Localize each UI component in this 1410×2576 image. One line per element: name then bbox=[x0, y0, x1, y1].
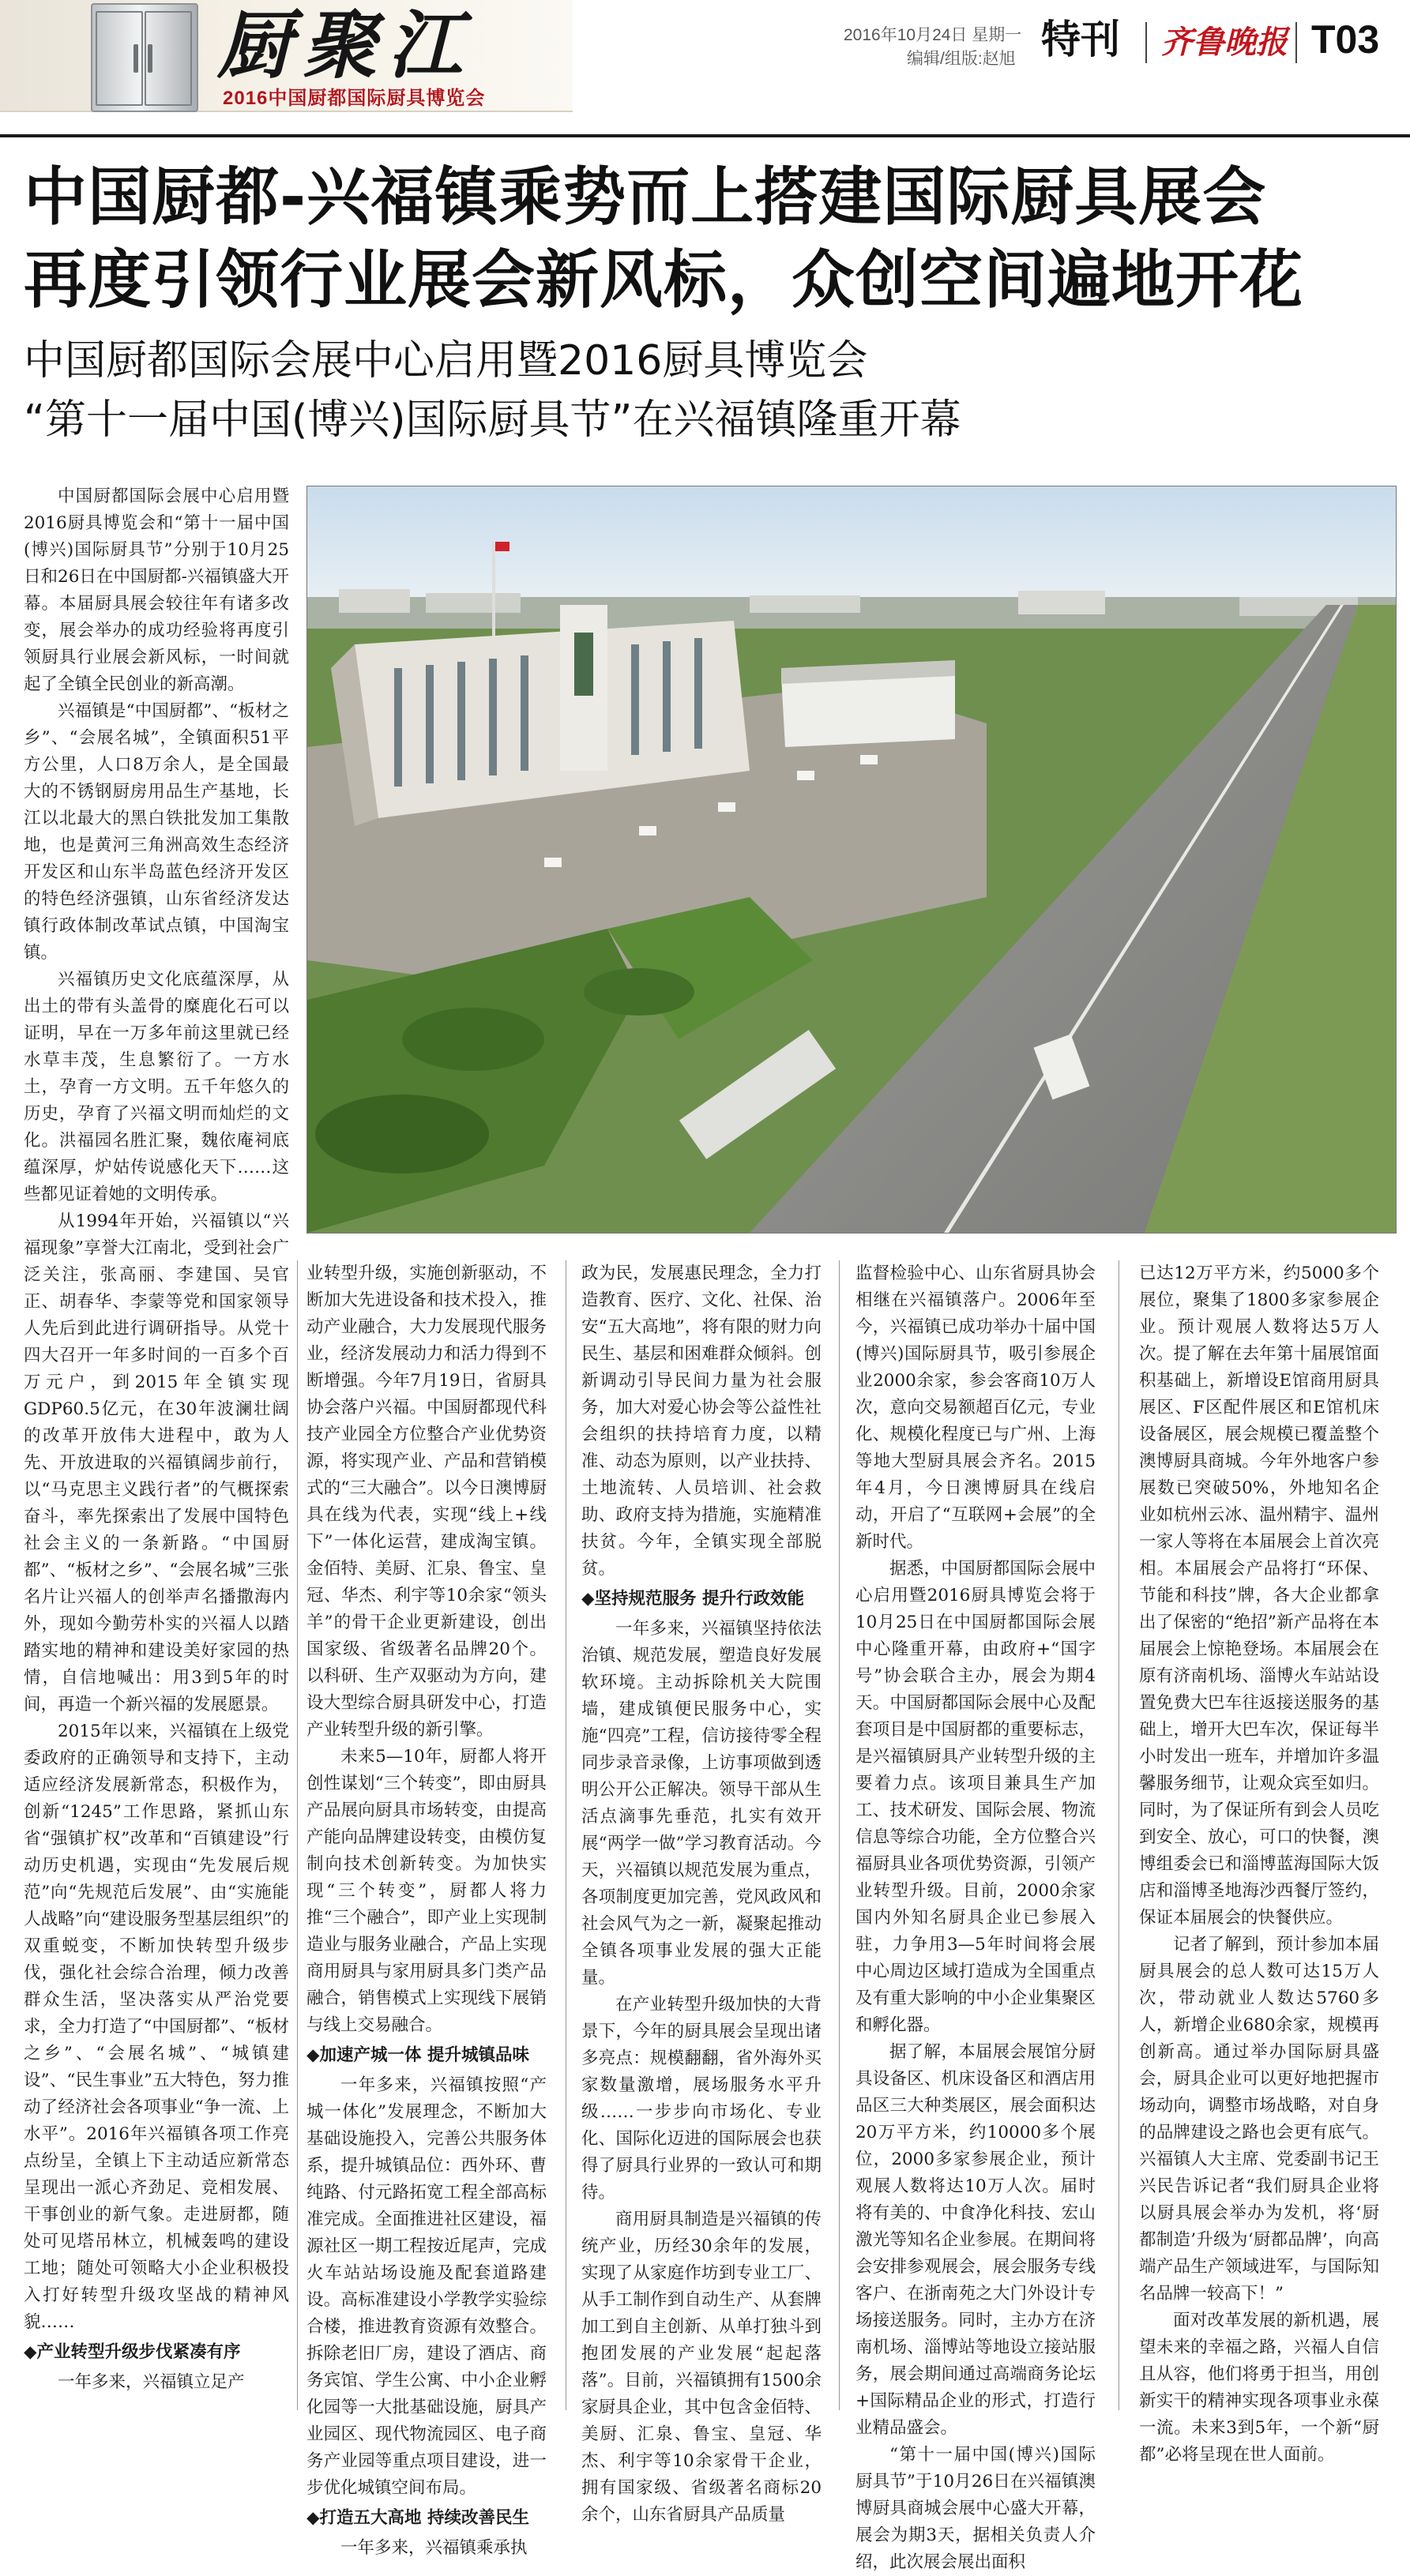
top-rule bbox=[0, 134, 1410, 137]
expo-banner bbox=[0, 0, 573, 112]
paragraph: 一年多来，兴福镇乘承执 bbox=[340, 2538, 528, 2558]
aerial-photo bbox=[306, 486, 1397, 1234]
paragraph: “第十一届中国(博兴)国际厨具节”于10月26日在兴福镇澳博厨具商城会展中心盛大开幕，展会为期3天，据相关负责人介绍，此次展会展出面积 bbox=[855, 2445, 1096, 2572]
paragraph: 兴福镇是“中国厨都”、“板材之乡”、“会展名城”，全镇面积51平方公里，人口8万余人，是全国最大的不锈钢厨房用品生产基地，长江以北最大的黑白铁批发加工集散地，也是黄河三角洲高效生态经济开发区和山东半岛蓝色经济开发区的特色经济强镇，山东省经济发达镇行政体制改革试点镇，中国淘宝镇。 bbox=[24, 701, 289, 963]
masthead-divider bbox=[1145, 22, 1147, 63]
article-column-2 bbox=[306, 1260, 547, 2558]
section-heading: ◆坚持规范服务 提升行政效能 bbox=[581, 1589, 805, 1609]
column-divider bbox=[839, 1260, 840, 2410]
editor-credit: 编辑/组版:赵旭 bbox=[907, 50, 1016, 68]
banner-title: 厨聚江 bbox=[217, 2, 474, 89]
section-heading: ◆加速产城一体 提升城镇品味 bbox=[306, 2045, 530, 2065]
paragraph: 一年多来，兴福镇坚持依法治镇、规范发展，塑造良好发展软环境。主动拆除机关大院围墙，建成镇便民服务中心，实施“四亮”工程，信访接待零全程同步录音录像，上访事项做到透明公开公正解决。领导干部从生活点滴事先垂范，扎实有效开展“两学一做”学习教育活动。今天，兴福镇以规范发展为重点，各项制度更加完善，党风政风和社会风气为之一新，凝聚起推动全镇各项事业发展的强大正能量。 bbox=[581, 1619, 822, 1988]
section-heading: ◆打造五大高地 持续改善民生 bbox=[306, 2508, 530, 2528]
page-number: T03 bbox=[1311, 17, 1380, 62]
paragraph: 据了解，本届展会展馆分厨具设备区、机床设备区和酒店用品区三大种类展区，展会面积达20万平方米，约10000多个展位，2000多家参展企业，预计观展人数将达10万人次。届时将有美的、中食净化科技、宏山激光等知名企业参展。在期间将会安排参观展会，展会服务专线客户、在浙南苑之大门外设计专场接送服务。同时，主办方在济南机场、淄博站等地设立接站服务，展会期间通过高端商务论坛+国际精品企业的形式，打造行业精品盛会。 bbox=[855, 2042, 1096, 2438]
newspaper-logo: 齐鲁晚报 bbox=[1161, 24, 1288, 61]
steel-cabinet-illustration bbox=[91, 3, 198, 112]
aerial-photo-illustration bbox=[307, 486, 1396, 1233]
paragraph: 未来5—10年，厨都人将开创性谋划“三个转变”，即由厨具产品展向厨具市场转变，由提高产能向品牌建设转变，由模仿复制向技术创新转变。为加快实现“三个转变”，厨都人将力推“三个融合”，即产业上实现制造业与服务业融合，产品上实现商用厨具与家用厨具多门类产品融合，销售模式上实现线下展销与线上交易融合。 bbox=[306, 1747, 547, 2035]
article-column-5 bbox=[1139, 1260, 1379, 2465]
paragraph: 政为民，发展惠民理念，全力打造教育、医疗、文化、社保、治安“五大高地”，将有限的财力向民生、基层和困难群众倾斜。创新调动引导民间力量为社会服务，加大对爱心协会等公益性社会组织的扶持培育力度，以精准、动态为原则，以产业扶持、土地流转、人员培训、社会救助、政府支持为措施，实施精准扶贫。今年，全镇实现全部脱贫。 bbox=[581, 1264, 822, 1579]
paragraph: 商用厨具制造是兴福镇的传统产业，历经30余年的发展，实现了从家庭作坊到专业工厂、从手工制作到自动生产、从套牌加工到自主创新、从单打独斗到抱团发展的产业发展“起起落落”。目前，兴福镇拥有1500余家厨具企业，其中包含金佰特、美厨、汇泉、鲁宝、皇冠、华杰、利宇等10余家骨干企业，拥有国家级、省级著名商标20余个，山东省厨具产品质量 bbox=[581, 2210, 822, 2525]
article-column-3 bbox=[581, 1260, 822, 2525]
subheadline-2: “第十一届中国(博兴)国际厨具节”在兴福镇隆重开幕 bbox=[24, 396, 961, 444]
column-divider bbox=[297, 1260, 298, 2410]
paragraph: 在产业转型升级加快的大背景下，今年的厨具展会呈现出诸多亮点：规模翻翻，省外海外买家数量激增，展场服务水平升级……一步步向市场化、专业化、国际化迈进的国际展会也获得了厨具行业界的一致认可和期待。 bbox=[581, 1995, 822, 2202]
paragraph: 监督检验中心、山东省厨具协会相继在兴福镇落户。2006年至今，兴福镇已成功举办十届中国(博兴)国际厨具节，吸引参展企业2000余家，参会客商10万人次，意向交易额超百亿元，专业化、规模化程度已与广州、上海等地大型厨具展会齐名。2015年4月，今日澳博厨具在线启动，开启了“互联网+会展”的全新时代。 bbox=[855, 1264, 1096, 1552]
paragraph: 一年多来，兴福镇按照“产城一体化”发展理念，不断加大基础设施投入，完善公共服务体系，提升城镇品位：西外环、曹纯路、付元路拓宽工程全部高标准完成。全面推进社区建设，福源社区一期工程按近尾声，完成火车站站场设施及配套道路建设。高标准建设小学教学实验综合楼，推进教育资源有效整合。拆除老旧厂房，建设了酒店、商务宾馆、学生公寓、中小企业孵化园等一大批基础设施，厨具产业园区、现代物流园区、电子商务产业园等重点项目建设，进一步优化城镇空间布局。 bbox=[306, 2075, 547, 2498]
masthead bbox=[0, 0, 1410, 130]
masthead-divider bbox=[1295, 22, 1297, 63]
paragraph: 中国厨都国际会展中心启用暨2016厨具博览会和“第十一届中国(博兴)国际厨具节”分别于10月25日和26日在中国厨都-兴福镇盛大开幕。本届厨具展会较往年有诸多改变，展会举办的成功经验将再度引领厨具行业展会新风标，一时间就起了全镇全民创业的新高潮。 bbox=[24, 486, 289, 694]
paragraph: 已达12万平方米，约5000多个展位，聚集了1800多家参展企业。预计观展人数将达5万人次。提了解在去年第十届展馆面积基础上，新增设E馆商用厨具展区、F区配件展区和E馆机床设备展区，展会规模已覆盖整个澳博厨具商城。今年外地客户参展数已突破50%，外地知名企业如杭州云冰、温州精宇、温州一家人等将在本届展会上首次亮相。本届展会产品将打“环保、节能和科技”牌，各大企业都拿出了保密的“绝招”新产品将在本届展会上惊艳登场。本届展会在原有济南机场、淄博火车站站设置免费大巴车往返接送服务的基础上，增开大巴车次，保证每半小时发出一班车，并增加许多温馨服务细节，让观众宾至如归。同时，为了保证所有到会人员吃到安全、放心，可口的快餐，澳博组委会已和淄博蓝海国际大饭店和淄博圣地海沙西餐厅签约，保证本届展会的快餐供应。 bbox=[1139, 1264, 1379, 1928]
paragraph: 兴福镇历史文化底蕴深厚，从出土的带有头盖骨的糜鹿化石可以证明，早在一万多年前这里就已经水草丰茂，生息繁衍了。一方水土，孕育一方文明。五千年悠久的历史，孕育了兴福文明而灿烂的文化。洪福园名胜汇聚，魏依庵祠底蕴深厚，炉姑传说感化天下……这些都见证着她的文明传承。 bbox=[24, 970, 289, 1204]
article-column-1 bbox=[24, 483, 289, 2410]
section-label: 特刊 bbox=[1041, 17, 1120, 62]
paragraph: 记者了解到，预计参加本届厨具展会的总人数可达15万人次，带动就业人数达5760多人，新增企业680余家，规模再创新高。通过举办国际厨具盛会，厨具企业可以更好地把握市场动向，调整市场战略，对自身的品牌建设之路也会更有底气。兴福镇人大主席、党委副书记王兴民告诉记者“我们厨具企业将以厨具展会举办为发机，将‘厨都制造’升级为‘厨都品牌’，向高端产品生产领域进军，与国际知名品牌一较高下！” bbox=[1139, 1935, 1379, 2304]
paragraph: 业转型升级，实施创新驱动，不断加大先进设备和技术投入，推动产业融合，大力发展现代服务业，经济发展动力和活力得到不断增强。今年7月19日，省厨具协会落户兴福。中国厨都现代科技产业园全方位整合产业优势资源，将实现产业、产品和营销模式的“三大融合”。以今日澳博厨具在线为代表，实现“线上+线下”一体化运营，建成淘宝镇。金佰特、美厨、汇泉、鲁宝、皇冠、华杰、利宇等10余家“领头羊”的骨干企业更新建设，创出国家级、省级著名品牌20个。以科研、生产双驱动为方向，建设大型综合厨具研发中心，打造产业转型升级的新引擎。 bbox=[306, 1264, 547, 1740]
section-heading: ◆产业转型升级步伐紧凑有序 bbox=[24, 2342, 241, 2362]
paragraph: 面对改革发展的新机遇，展望未来的幸福之路，兴福人自信且从容，他们将勇于担当，用创新实干的精神实现各项事业永葆一流。未来3到5年，一个新“厨都”必将呈现在世人面前。 bbox=[1139, 2311, 1379, 2465]
paragraph: 从1994年开始，兴福镇以“兴福现象”享誉大江南北，受到社会广泛关注，张高丽、李建国、吴官正、胡春华、李蒙等党和国家领导人先后到此进行调研指导。从党十四大召开一年多时间的一百多个百万元户，到2015年全镇实现GDP60.5亿元，在30年波澜壮阔的改革开放伟大进程中，敢为人先、开放进取的兴福镇阔步前行，以“马克思主义践行者”的气概探索奋斗，率先探索出了发展中国特色社会主义的一条新路。“中国厨都”、“板材之乡”、“会展名城”三张名片让兴福人的创举声名播撒海内外，现如今勤劳朴实的兴福人以踏踏实地的精神和建设美好家园的热情，自信地喊出：用3到5年的时间，再造一个新兴福的发展愿景。 bbox=[24, 1211, 289, 1714]
banner-subtitle: 2016中国厨都国际厨具博览会 bbox=[223, 88, 486, 109]
issue-date: 2016年10月24日 星期一 bbox=[844, 26, 1022, 44]
paragraph: 一年多来，兴福镇立足产 bbox=[58, 2372, 245, 2392]
subheadline-1: 中国厨都国际会展中心启用暨2016厨具博览会 bbox=[24, 337, 868, 385]
article-column-4 bbox=[855, 1260, 1096, 2572]
paragraph: 2015年以来，兴福镇在上级党委政府的正确领导和支持下，主动适应经济发展新常态，积极作为，创新“1245”工作思路，紧抓山东省“强镇扩权”改革和“百镇建设”行动历史机遇，实现由“先发展后规范”向“先规范后发展”、由“实施能人战略”向“建设服务型基层组织”的双重蜕变，不断加快转型升级步伐，强化社会综合治理，倾力改善群众生活，坚决落实从严治党要求，全力打造了“中国厨都”、“板材之乡”、“会展名城”、“城镇建设”、“民生事业”五大特色，努力推动了经济社会各项事业“争一流、上水平”。2016年兴福镇各项工作亮点纷呈，全镇上下主动适应新常态呈现出一派心齐劲足、竞相发展、干事创业的新气象。走进厨都，随处可见塔吊林立，机械轰鸣的建设工地；随处可领略大小企业积极投入打好转型升级攻坚战的精神风貌…… bbox=[24, 1722, 289, 2332]
headline-main-2: 再度引领行业展会新风标，众创空间遍地开花 bbox=[24, 243, 1303, 317]
paragraph: 据悉，中国厨都国际会展中心启用暨2016厨具博览会将于10月25日在中国厨都国际会展中心隆重开幕，由政府+“国字号”协会联合主办，展会为期4天。中国厨都国际会展中心及配套项目是中国厨都的重要标志，是兴福镇厨具产业转型升级的主要着力点。该项目兼具生产加工、技术研发、国际会展、物流信息等综合功能，全方位整合兴福厨具业各项优势资源，引领产业转型升级。目前，2000余家国内外知名厨具企业已参展入驻，力争用3—5年时间将会展中心周边区域打造成为全国重点及有重大影响的中小企业集聚区和孵化器。 bbox=[855, 1559, 1096, 2035]
headline-main-1: 中国厨都-兴福镇乘势而上搭建国际厨具展会 bbox=[24, 160, 1267, 234]
